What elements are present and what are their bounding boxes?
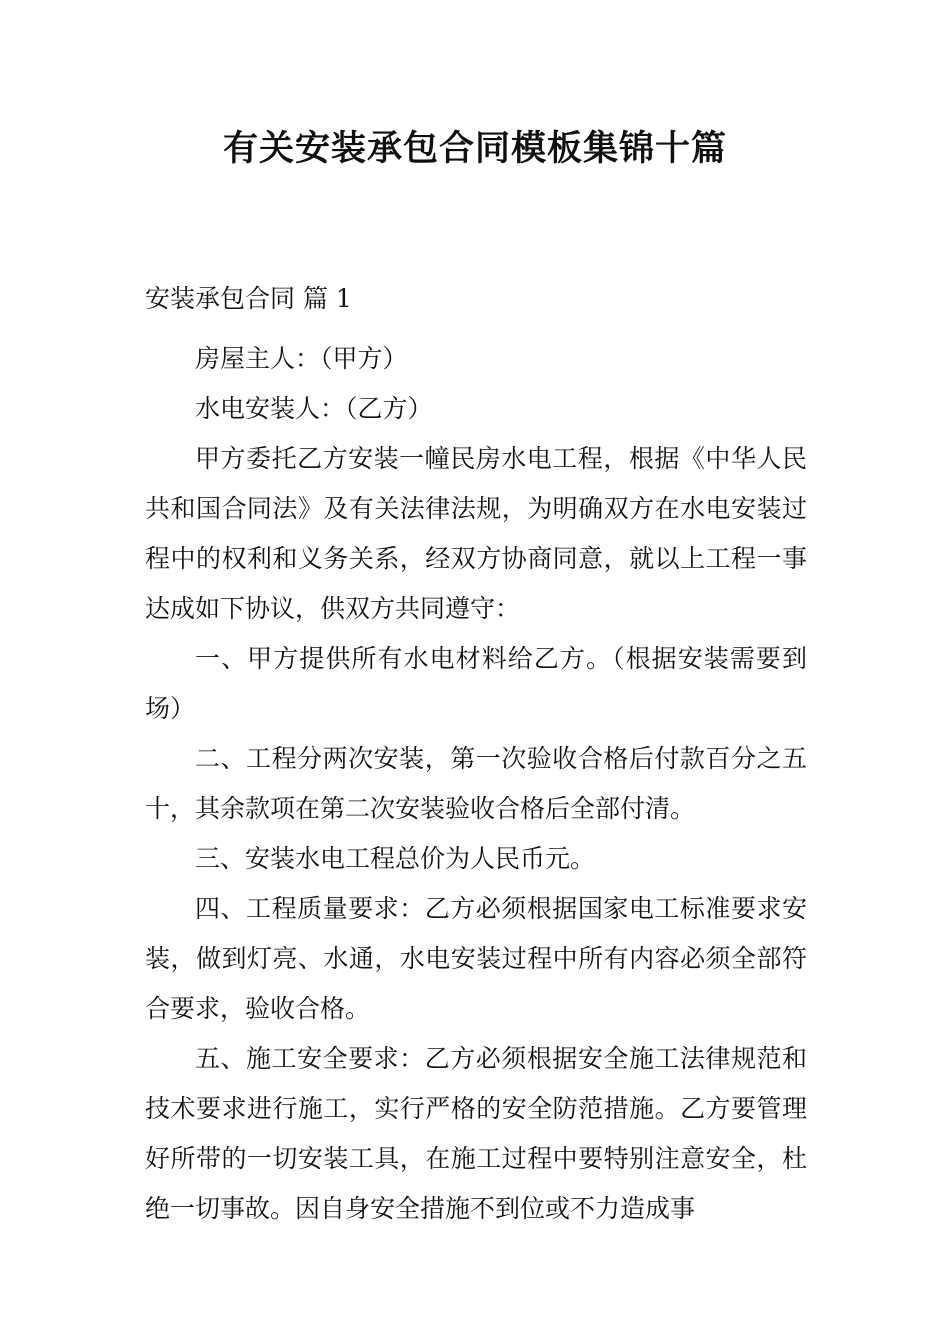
document-title: 有关安装承包合同模板集锦十篇 (222, 129, 727, 169)
clause-5-paragraph: 五、施工安全要求：乙方必须根据安全施工法律规范和技术要求进行施工，实行严格的安全防范措施。乙方要管理好所带的一切安装工具，在施工过程中要特别注意安全，杜绝一切事故。因自身安全措施不到位或不力造成事 (145, 1044, 807, 1223)
clause-1-paragraph: 一、甲方提供所有水电材料给乙方。（根据安装需要到场） (145, 644, 807, 723)
clause-2-paragraph: 二、工程分两次安装，第一次验收合格后付款百分之五十，其余款项在第二次安装验收合格后全部付清。 (145, 744, 807, 823)
party-b-line: 水电安装人：（乙方） (195, 394, 433, 423)
clause-3-paragraph: 三、安装水电工程总价为人民币元。 (195, 844, 596, 873)
preamble-paragraph: 甲方委托乙方安装一幢民房水电工程，根据《中华人民共和国合同法》及有关法律法规，为明确双方在水电安装过程中的权利和义务关系，经双方协商同意，就以上工程一事达成如下协议，供双方共同遵守： (145, 444, 807, 623)
party-a-line: 房屋主人：（甲方） (195, 344, 408, 373)
document-body (145, 284, 807, 1234)
section-heading: 安装承包合同 篇 1 (145, 284, 352, 313)
clause-4-paragraph: 四、工程质量要求：乙方必须根据国家电工标准要求安装，做到灯亮、水通，水电安装过程中所有内容必须全部符合要求，验收合格。 (145, 894, 807, 1023)
